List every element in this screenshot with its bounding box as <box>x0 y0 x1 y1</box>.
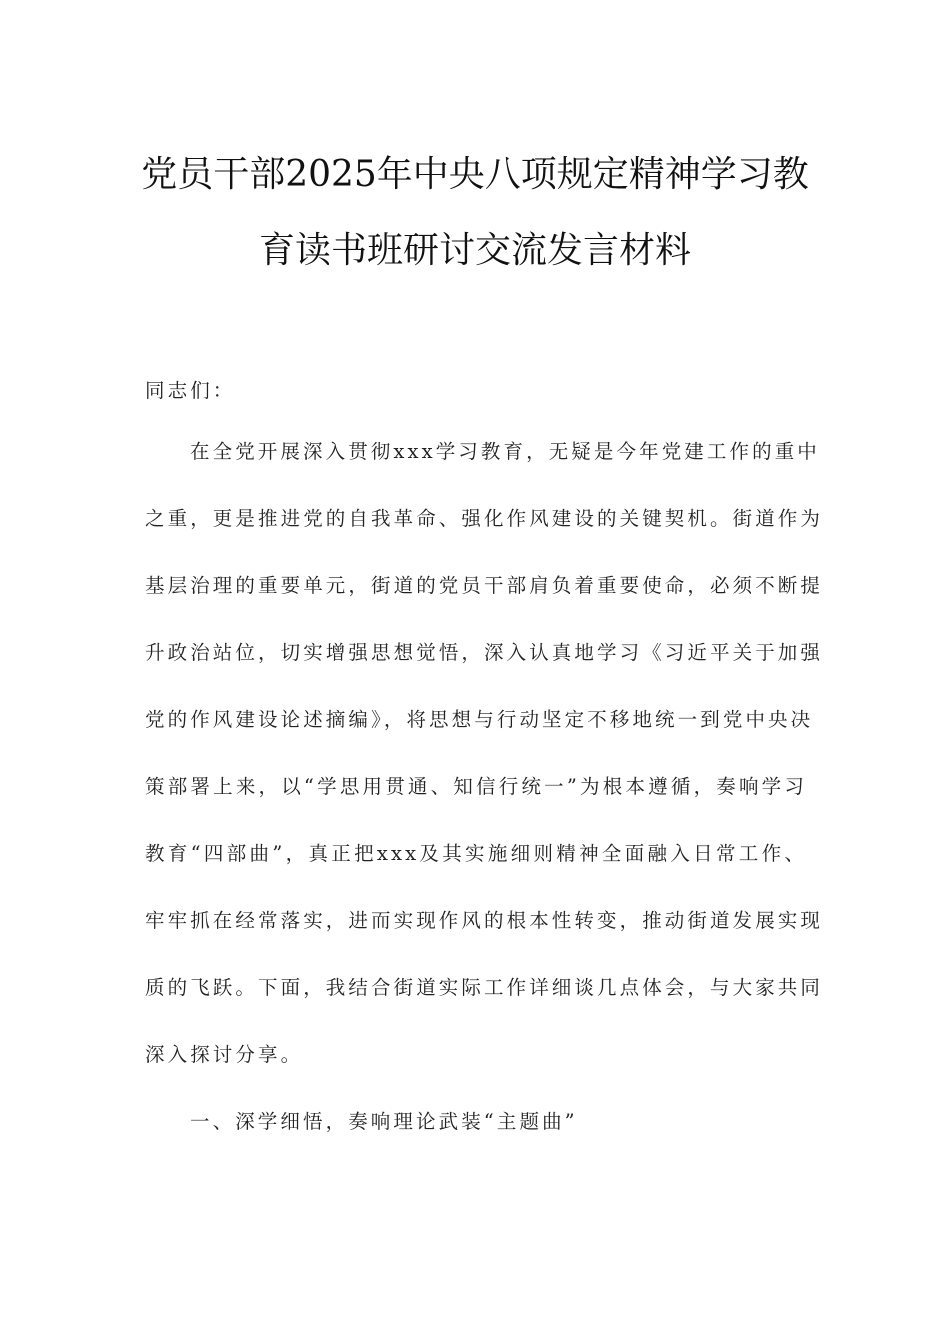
document-title-line-2: 育读书班研讨交流发言材料 <box>258 230 691 271</box>
paragraph-line: 牢牢抓在经常落实，进而实现作风的根本性转变，推动街道发展实现 <box>145 909 824 932</box>
section-heading: 一、深学细悟，奏响理论武装“主题曲” <box>190 1110 578 1133</box>
paragraph-line: 深入探讨分享。 <box>145 1043 304 1066</box>
paragraph-line: 基层治理的重要单元，街道的党员干部肩负着重要使命，必须不断提 <box>145 574 824 597</box>
paragraph-line: 党的作风建设论述摘编》，将思想与行动坚定不移地统一到党中央决 <box>145 708 814 731</box>
paragraph-line: 教育“四部曲”，真正把xxx及其实施细则精神全面融入日常工作、 <box>145 842 807 865</box>
document-title-line-1: 党员干部2025年中央八项规定精神学习教 <box>141 154 809 195</box>
paragraph-line: 在全党开展深入贯彻xxx学习教育，无疑是今年党建工作的重中 <box>190 440 820 463</box>
salutation: 同志们： <box>145 379 236 402</box>
paragraph-line: 升政治站位，切实增强思想觉悟，深入认真地学习《习近平关于加强 <box>145 641 824 664</box>
paragraph-line: 质的飞跃。下面，我结合街道实际工作详细谈几点体会，与大家共同 <box>145 976 824 999</box>
paragraph-line: 策部署上来，以“学思用贯通、知信行统一”为根本遵循，奏响学习 <box>145 775 807 798</box>
paragraph-line: 之重，更是推进党的自我革命、强化作风建设的关键契机。街道作为 <box>145 507 824 530</box>
